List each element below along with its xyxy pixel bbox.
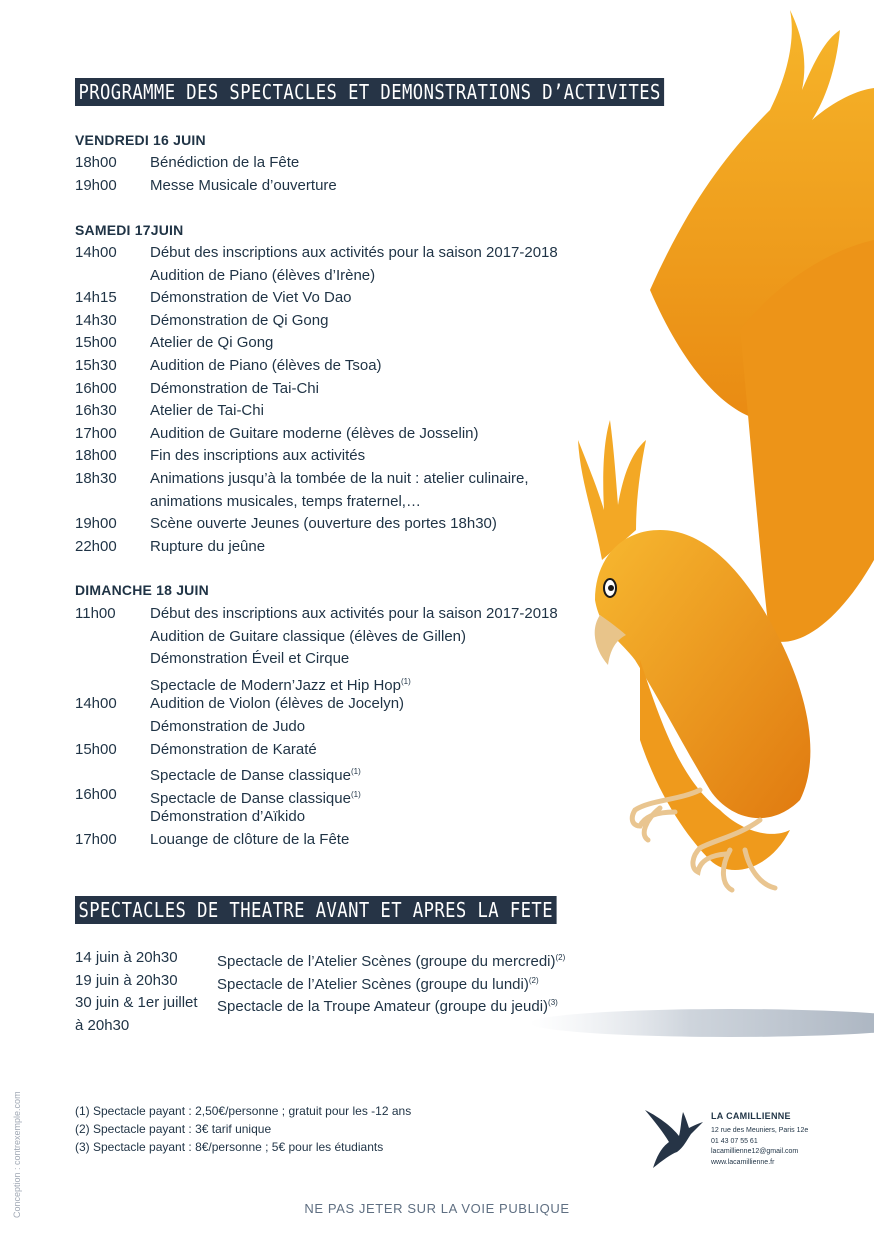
phone: 01 43 07 55 61 xyxy=(711,1137,758,1145)
theatre-header: SPECTACLES DE THEATRE AVANT ET APRES LA FETE xyxy=(75,896,556,924)
day-title-vendredi: VENDREDI 16 JUIN xyxy=(75,132,206,148)
theatre-date: 14 juin à 20h30 xyxy=(75,949,178,966)
schedule-time: 14h15 xyxy=(75,289,117,307)
organization-name: LA CAMILLIENNE xyxy=(711,1111,791,1121)
schedule-activity: Audition de Guitare moderne (élèves de Josselin) xyxy=(150,424,479,442)
schedule-activity: Début des inscriptions aux activités pour la saison 2017-2018 Audition de Piano (élèves d’Irène) xyxy=(150,244,558,284)
theatre-show: Spectacle de la Troupe Amateur (groupe du jeudi)$^{(3)}$ xyxy=(217,998,558,1016)
footnote-mark: (2) xyxy=(528,975,539,985)
schedule-activity: Bénédiction de la Fête xyxy=(150,154,300,171)
footnotes xyxy=(75,1102,411,1156)
footnote-mark: (3) xyxy=(548,998,558,1008)
schedule-time: 16h00 xyxy=(75,785,117,803)
schedule-time: 14h00 xyxy=(75,695,117,713)
phoenix-illustration xyxy=(540,0,874,920)
theatre-show: Spectacle de l’Atelier Scènes (groupe du lundi)$^{(2)}$ xyxy=(217,975,539,993)
schedule-activity: Scène ouverte Jeunes (ouverture des portes 18h30) xyxy=(150,515,497,533)
schedule-time: 19h00 xyxy=(75,515,117,533)
schedule-activity: Animations jusqu’à la tombée de la nuit : atelier culinaire, animations musicales, temps fraternel,… xyxy=(150,470,529,510)
schedule-time: 18h30 xyxy=(75,470,117,487)
theatre-show: Spectacle de l’Atelier Scènes (groupe du mercredi)$^{(2)}$ xyxy=(217,953,566,970)
schedule-activity: Spectacle de Danse classique$^{(1)}$ Démonstration d’Aïkido xyxy=(150,789,361,826)
footnote-3: (3) Spectacle payant : 8€/personne ; 5€ pour les étudiants xyxy=(75,1140,384,1154)
schedule-time: 17h00 xyxy=(75,831,117,848)
schedule-time: 19h00 xyxy=(75,176,117,194)
footer-notice: NE PAS JETER SUR LA VOIE PUBLIQUE xyxy=(304,1201,570,1216)
schedule-activity: Atelier de Tai-Chi xyxy=(150,402,264,420)
schedule-activity: Début des inscriptions aux activités pour la saison 2017-2018 Audition de Guitare classique (élèves de Gillen) Démonstration Éveil et Cirque Spectacle de Modern’Jazz et Hip Hop$^{(1)}$ xyxy=(150,605,558,694)
theatre-date: 19 juin à 20h30 xyxy=(75,971,178,989)
schedule-activity: Atelier de Qi Gong xyxy=(150,334,274,352)
footnote-2: (2) Spectacle payant : 3€ tarif unique xyxy=(75,1122,272,1136)
footnote-mark: (2) xyxy=(555,953,566,962)
footnote-1: (1) Spectacle payant : 2,50€/personne ; gratuit pour les -12 ans xyxy=(75,1104,412,1118)
day-title-samedi: SAMEDI 17JUIN xyxy=(75,222,184,238)
schedule-time: 17h00 xyxy=(75,424,117,442)
design-credit: Conception : contrexemple.com xyxy=(12,1091,22,1218)
schedule-time: 16h30 xyxy=(75,402,117,420)
schedule-activity: Rupture du jeûne xyxy=(150,537,266,555)
schedule-time: 15h00 xyxy=(75,334,117,352)
email: lacamillienne12@gmail.com xyxy=(711,1148,799,1155)
schedule-time: 15h00 xyxy=(75,740,117,758)
programme-header: PROGRAMME DES SPECTACLES ET DEMONSTRATIONS D’ACTIVITES xyxy=(75,78,664,106)
schedule-time: 14h00 xyxy=(75,244,117,261)
schedule-activity: Démonstration de Qi Gong xyxy=(150,311,329,329)
schedule-time: 14h30 xyxy=(75,311,117,329)
schedule-time: 18h00 xyxy=(75,154,117,171)
schedule-activity: Messe Musicale d’ouverture xyxy=(150,176,337,194)
footnote-mark: (1) xyxy=(350,767,361,777)
schedule-time: 11h00 xyxy=(75,605,116,622)
address: 12 rue des Meuniers, Paris 12e xyxy=(711,1127,809,1134)
schedule-time: 15h30 xyxy=(75,357,117,374)
schedule-activity: Louange de clôture de la Fête xyxy=(150,831,350,848)
organization-contact xyxy=(711,1126,808,1168)
theatre-date: 30 juin & 1er juillet à 20h30 xyxy=(75,994,198,1034)
schedule-time: 16h00 xyxy=(75,379,117,397)
schedule-time: 22h00 xyxy=(75,537,117,555)
footnote-mark: (1) xyxy=(400,676,411,686)
schedule-activity: Démonstration de Tai-Chi xyxy=(150,379,319,397)
schedule-time: 18h00 xyxy=(75,447,117,465)
schedule-activity: Démonstration de Viet Vo Dao xyxy=(150,289,352,307)
schedule-activity: Audition de Violon (élèves de Jocelyn) Démonstration de Judo xyxy=(150,695,405,735)
footnote-mark: (1) xyxy=(350,789,361,799)
schedule-activity: Fin des inscriptions aux activités xyxy=(150,447,366,465)
website: www.lacamillienne.fr xyxy=(711,1158,775,1166)
swallow-logo-icon xyxy=(643,1108,705,1170)
schedule-activity: Démonstration de Karaté Spectacle de Danse classique$^{(1)}$ xyxy=(150,740,361,785)
day-title-dimanche: DIMANCHE 18 JUIN xyxy=(75,582,209,598)
schedule-activity: Audition de Piano (élèves de Tsoa) xyxy=(150,357,382,374)
